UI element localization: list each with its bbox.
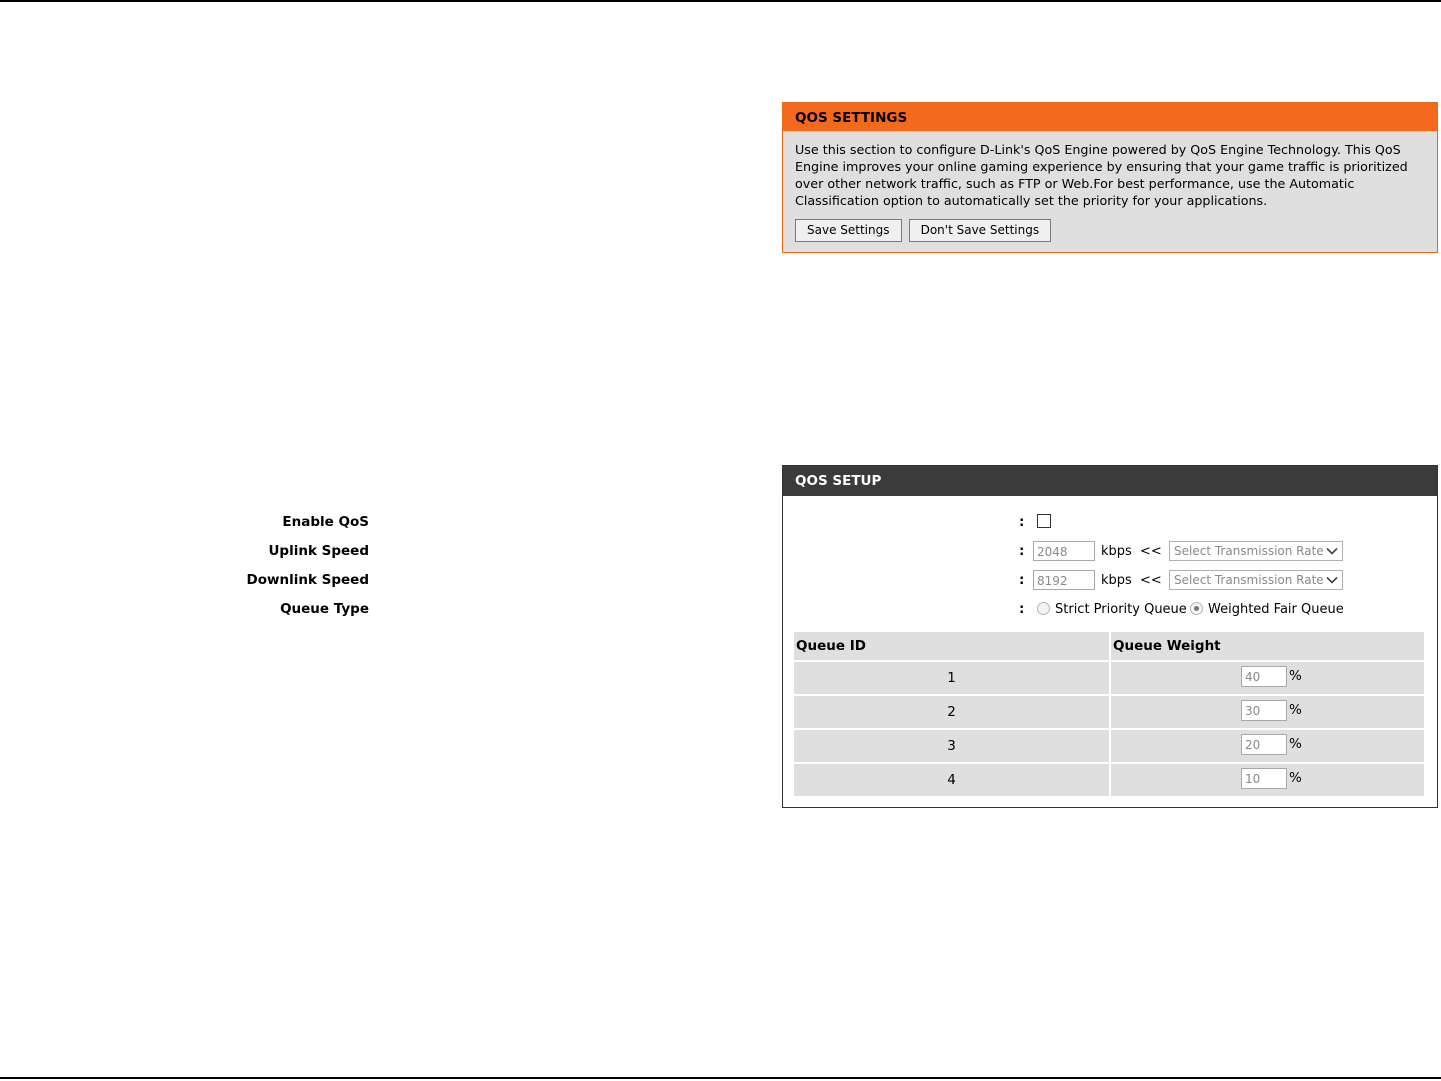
queue-type-label: Queue Type [280, 601, 369, 617]
table-row [794, 696, 1424, 728]
colon: : [1019, 514, 1025, 530]
percent-sign: % [1289, 702, 1302, 718]
queue-weight-cell [1111, 662, 1424, 694]
uplink-unit: kbps [1101, 544, 1132, 559]
downlink-rate-select[interactable] [1169, 570, 1343, 590]
chevron-down-icon [1326, 574, 1338, 586]
percent-sign: % [1289, 668, 1302, 684]
colon: : [1019, 543, 1025, 559]
weighted-fair-queue-label: Weighted Fair Queue [1208, 602, 1344, 617]
percent-sign: % [1289, 770, 1302, 786]
enable-qos-checkbox[interactable] [1037, 514, 1051, 528]
bottom-rule [0, 1077, 1441, 1079]
queue-weight-input[interactable]: 30 [1241, 700, 1287, 721]
queue-weight-input[interactable]: 20 [1241, 734, 1287, 755]
table-row [794, 662, 1424, 694]
qos-settings-title: QOS SETTINGS [783, 103, 1437, 131]
dont-save-settings-button[interactable]: Don't Save Settings [909, 219, 1052, 242]
top-rule [0, 0, 1441, 2]
weighted-fair-queue-radio[interactable] [1190, 602, 1203, 615]
queue-weight-input[interactable]: 10 [1241, 768, 1287, 789]
uplink-speed-label: Uplink Speed [268, 543, 369, 559]
queue-weight-table [792, 630, 1426, 798]
queue-weight-cell [1111, 764, 1424, 796]
colon: : [1019, 601, 1025, 617]
queue-weight-cell [1111, 696, 1424, 728]
uplink-rate-select[interactable] [1169, 541, 1343, 561]
qos-settings-description: Use this section to configure D-Link's QoS Engine powered by QoS Engine Technology. This QoS Engine improves your online gaming experience by ensuring that your game traffic is prioritized over other network traffic, such as FTP or Web.For best performance, use the Automatic Classification option to automatically set the priority for your applications. [795, 142, 1408, 208]
percent-sign: % [1289, 736, 1302, 752]
queue-id-header: Queue ID [794, 632, 1109, 660]
colon: : [1019, 572, 1025, 588]
strict-priority-queue-radio[interactable] [1037, 602, 1050, 615]
table-row [794, 764, 1424, 796]
table-header-row [794, 632, 1424, 660]
chevron-down-icon [1326, 545, 1338, 557]
strict-priority-queue-label: Strict Priority Queue [1055, 602, 1187, 617]
downlink-speed-label: Downlink Speed [246, 572, 369, 588]
qos-setup-title: QOS SETUP [783, 466, 1437, 496]
downlink-speed-input[interactable]: 8192 [1033, 570, 1095, 590]
queue-weight-header: Queue Weight [1111, 632, 1424, 660]
queue-weight-input[interactable]: 40 [1241, 666, 1287, 687]
uplink-rate-select-value: Select Transmission Rate [1174, 544, 1324, 558]
enable-qos-label: Enable QoS [282, 514, 369, 530]
table-row [794, 730, 1424, 762]
queue-id-cell: 4 [794, 764, 1109, 796]
qos-setup-panel [246, 465, 1438, 808]
qos-settings-panel [782, 102, 1438, 253]
uplink-arrow: << [1140, 544, 1162, 559]
downlink-rate-select-value: Select Transmission Rate [1174, 573, 1324, 587]
save-settings-button[interactable]: Save Settings [795, 219, 902, 242]
queue-id-cell: 1 [794, 662, 1109, 694]
queue-id-cell: 3 [794, 730, 1109, 762]
queue-weight-cell [1111, 730, 1424, 762]
downlink-unit: kbps [1101, 573, 1132, 588]
downlink-arrow: << [1140, 573, 1162, 588]
uplink-speed-input[interactable]: 2048 [1033, 541, 1095, 561]
queue-id-cell: 2 [794, 696, 1109, 728]
